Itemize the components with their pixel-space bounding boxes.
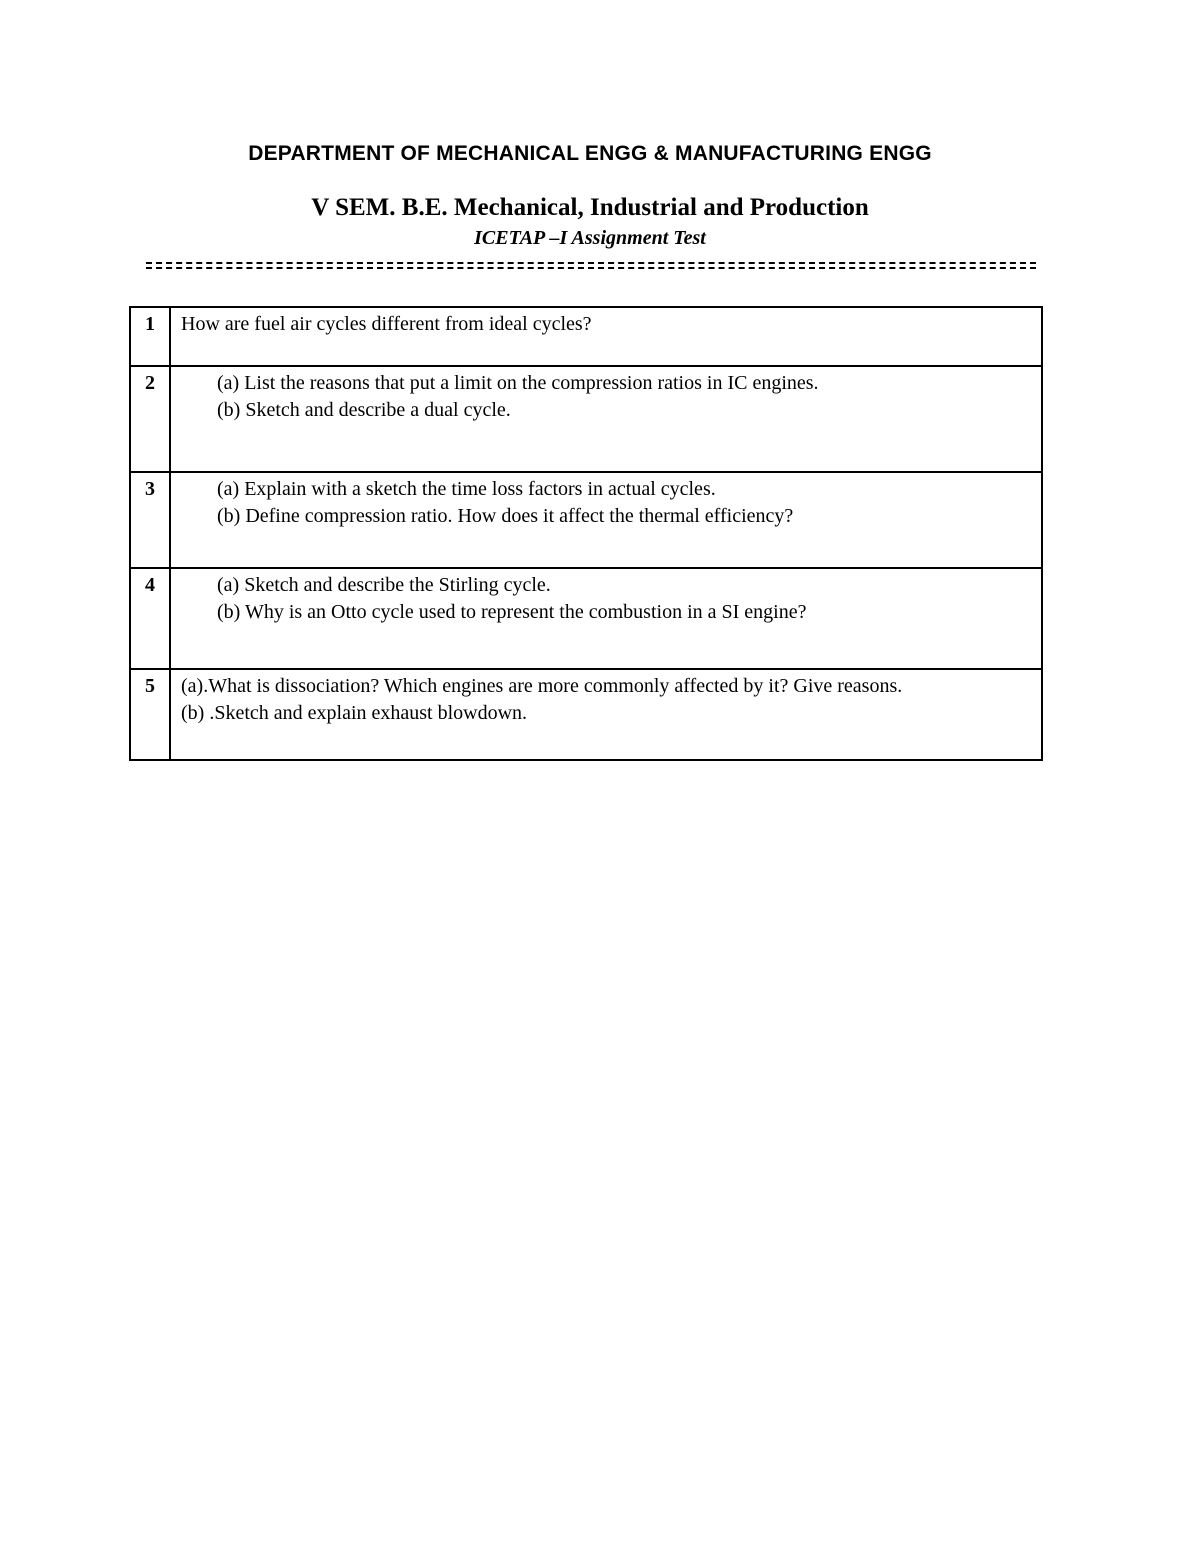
department-heading: DEPARTMENT OF MECHANICAL ENGG & MANUFACTURING ENGG (248, 142, 932, 165)
divider-line-lower (146, 267, 1036, 269)
question-part-a: (a) List the reasons that put a limit on the compression ratios in IC engines. (217, 372, 819, 394)
question-part-b: (b) Define compression ratio. How does it affect the thermal efficiency? (217, 505, 794, 527)
table-row (130, 669, 1042, 760)
question-number: 3 (130, 472, 170, 568)
semester-heading: V SEM. B.E. Mechanical, Industrial and Production (311, 194, 869, 221)
question-part-b: (b) Sketch and describe a dual cycle. (217, 399, 511, 421)
test-title: ICETAP –I Assignment Test (474, 227, 706, 249)
question-text (170, 669, 1042, 760)
question-part-b: (b) Why is an Otto cycle used to represent the combustion in a SI engine? (217, 601, 807, 623)
question-part-a: (a) Explain with a sketch the time loss factors in actual cycles. (217, 478, 716, 500)
question-text (170, 568, 1042, 669)
question-part-a: (a) Sketch and describe the Stirling cycle. (217, 574, 551, 596)
question-number: 1 (130, 307, 170, 366)
question-text (170, 366, 1042, 472)
table-row (130, 472, 1042, 568)
question-part-b: (b) .Sketch and explain exhaust blowdown. (181, 702, 528, 724)
question-number: 5 (130, 669, 170, 760)
table-row (130, 307, 1042, 366)
question-part-a: (a).What is dissociation? Which engines are more commonly affected by it? Give reasons. (181, 675, 903, 697)
table-row (130, 568, 1042, 669)
divider-line (146, 262, 1036, 264)
question-text (170, 307, 1042, 366)
questions-table (129, 306, 1043, 761)
question-number: 4 (130, 568, 170, 669)
question-text (170, 472, 1042, 568)
table-row (130, 366, 1042, 472)
question-number: 2 (130, 366, 170, 472)
question-line: How are fuel air cycles different from ideal cycles? (181, 313, 592, 335)
